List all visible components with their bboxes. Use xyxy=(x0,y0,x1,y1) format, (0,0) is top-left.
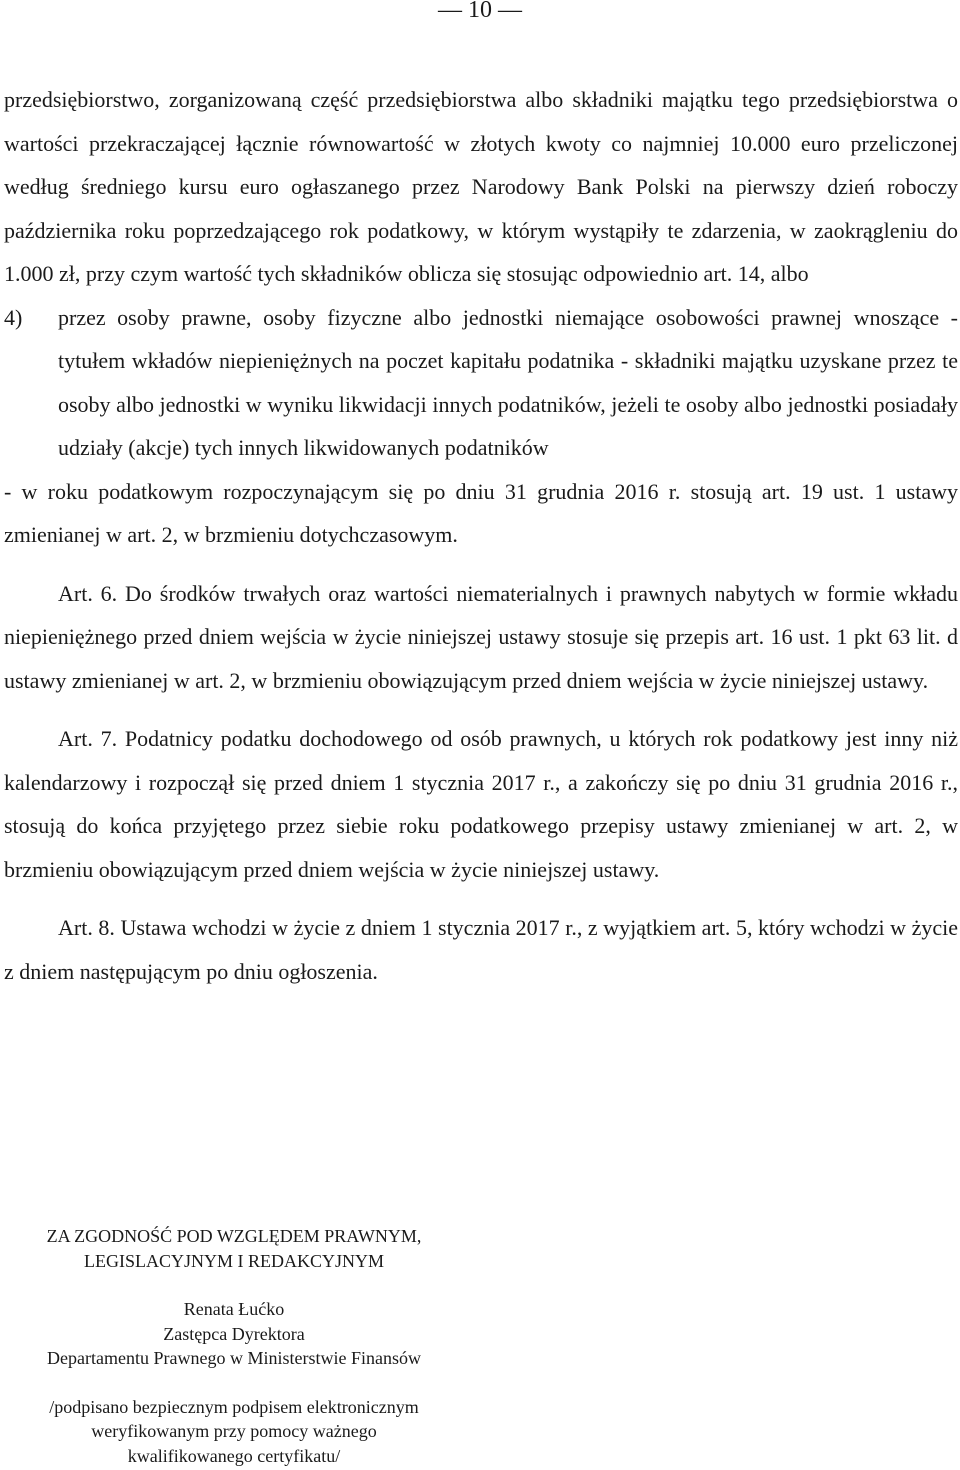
article-6: Art. 6. Do środków trwałych oraz wartości niematerialnych i prawnych nabytych w formie wkładu niepieniężnego przed dniem wejścia w życie niniejszej ustawy stosuje się przepis art. 16 ust. 1 pkt 63 lit. d ustawy zmienianej w art. 2, w brzmieniu obowiązującym przed dniem wejścia w życie niniejszej ustawy. xyxy=(4,580,958,693)
signature-note-line-1: /podpisano bezpiecznym podpisem elektronicznym xyxy=(49,1396,419,1417)
approval-line-2: LEGISLACYJNYM I REDAKCYJNYM xyxy=(83,1250,384,1271)
list-item-number: 4) xyxy=(4,304,23,330)
closing-paragraph: - w roku podatkowym rozpoczynającym się po dniu 31 grudnia 2016 r. stosują art. 19 ust. 1 ustawy zmienianej w art. 2, w brzmieniu dotychczasowym. xyxy=(4,478,958,547)
list-item-4 xyxy=(4,296,958,470)
continuation-paragraph: przedsiębiorstwo, zorganizowaną część przedsiębiorstwa albo składniki majątku tego przedsiębiorstwa o wartości przekraczającej łącznie równowartość w złotych kwoty co najmniej 10.000 euro przeliczonej według średniego kursu euro ogłaszanego przez Narodowy Bank Polski na pierwszy dzień roboczy października roku poprzedzającego rok podatkowy, w którym wystąpiły te zdarzenia, w zaokrągleniu do 1.000 zł, przy czym wartość tych składników oblicza się stosując odpowiednio art. 14, albo xyxy=(4,87,958,286)
signature-note-line-2: weryfikowanym przy pomocy ważnego xyxy=(91,1421,377,1441)
signer-department: Departamentu Prawnego w Ministerstwie Finansów xyxy=(47,1348,421,1368)
article-8: Art. 8. Ustawa wchodzi w życie z dniem 1 stycznia 2017 r., z wyjątkiem art. 5, który wchodzi w życie z dniem następującym po dniu ogłoszenia. xyxy=(4,915,958,984)
list-item-text: przez osoby prawne, osoby fizyczne albo jednostki niemające osobowości prawnej wnoszące - tytułem wkładów niepieniężnych na poczet kapitału podatnika - składniki majątku uzyskane przez te osoby albo jednostki w wyniku likwidacji innych podatników, jeżeli te osoby albo jednostki posiadały udziały (akcje) tych innych likwidowanych podatników xyxy=(58,304,958,460)
page-number: — 10 — xyxy=(438,0,522,23)
article-7: Art. 7. Podatnicy podatku dochodowego od osób prawnych, u których rok podatkowy jest inny niż kalendarzowy i rozpoczął się przed dniem 1 stycznia 2017 r., a zakończy się po dniu 31 grudnia 2016 r., stosują do końca przyjętego przez siebie roku podatkowego przepisy ustawy zmienianej w art. 2, w brzmieniu obowiązującym przed dniem wejścia w życie niniejszej ustawy. xyxy=(4,726,958,882)
approval-footer xyxy=(4,1224,464,1468)
signer-name: Renata Łućko xyxy=(183,1299,285,1319)
approval-line-1: ZA ZGODNOŚĆ POD WZGLĘDEM PRAWNYM, xyxy=(46,1226,422,1246)
signer-title: Zastępca Dyrektora xyxy=(163,1323,305,1344)
signature-note-line-3: kwalifikowanego certyfikatu/ xyxy=(127,1445,341,1466)
document-body xyxy=(4,78,958,993)
